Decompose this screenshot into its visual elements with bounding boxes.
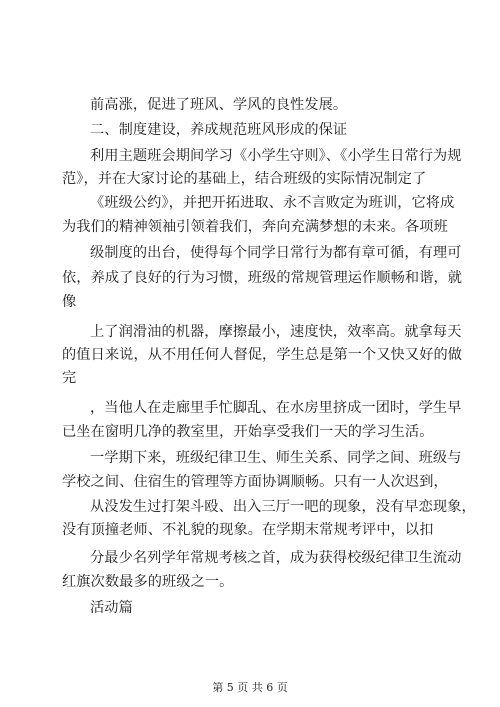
text-line: 像	[62, 294, 77, 310]
text-line: 学校之间、住宿生的管理等方面协调顺畅。只有一人次迟到，	[62, 474, 448, 490]
text-line: 没有顶撞老师、不礼貌的现象。在学期末常规考评中，以扣	[62, 522, 434, 538]
text-line: 已坐在窗明几净的教室里，开始享受我们一天的学习生活。	[62, 424, 434, 440]
text-line: 利用主题班会期间学习《小学生守则》、《小学生日常行为规	[90, 148, 462, 164]
text-line: 范》，并在大家讨论的基础上，结合班级的实际情况制定了	[62, 171, 427, 187]
text-line: 的值日来说，从不用任何人督促，学生总是第一个又快又好的做	[62, 347, 463, 363]
section-heading: 二、制度建设，养成规范班风形成的保证	[90, 122, 348, 138]
text-line: 从没发生过打架斗殴、出入三厅一吧的现象，没有早恋现象，	[90, 499, 476, 515]
text-line: 一学期下来，班级纪律卫生、师生关系、同学之间、班级与	[90, 450, 462, 466]
text-line: 级制度的出台，使得每个同学日常行为都有章可循，有理可	[90, 245, 462, 261]
text-line: 《班级公约》，并把开拓进取、永不言败定为班训，它将成	[90, 195, 455, 211]
text-line: 为我们的精神领袖引领着我们，奔向充满梦想的未来。各项班	[62, 219, 448, 235]
text-line: 红旗次数最多的班级之一。	[62, 574, 234, 590]
text-line: 分最少名列学年常规考核之首，成为获得校级纪律卫生流动	[90, 550, 462, 566]
page-number-footer: 第 5 页 共 6 页	[212, 681, 288, 694]
text-line: 完	[62, 370, 77, 386]
text-line: 上了润滑油的机器，摩擦最小，速度快，效率高。就拿每天	[90, 324, 462, 340]
section-heading: 活动篇	[90, 600, 133, 616]
text-line: ，当他人在走廊里手忙脚乱、在水房里挤成一团时，学生早	[90, 400, 462, 416]
text-line: 前高涨，促进了班风、学风的良性发展。	[90, 97, 348, 113]
text-line: 依，养成了良好的行为习惯，班级的常规管理运作顺畅和谐，就	[62, 270, 463, 286]
